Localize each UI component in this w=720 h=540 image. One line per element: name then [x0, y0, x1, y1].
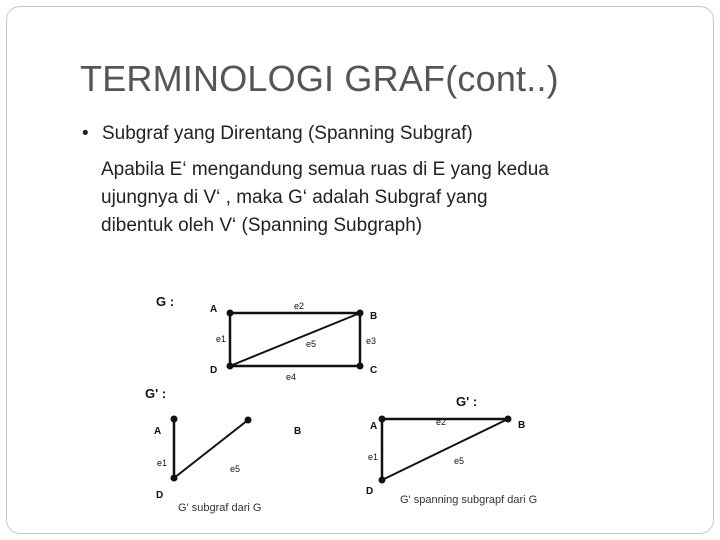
vertex-d: [379, 477, 386, 484]
edge-label: e5: [454, 456, 465, 466]
paragraph-line: ujungnya di V‘ , maka G‘ adalah Subgraf yang: [101, 187, 488, 208]
definition-paragraph: [101, 156, 549, 240]
spanning-caption: G' spanning subgrapf dari G: [400, 494, 538, 506]
vertex-label: D: [210, 365, 218, 376]
paragraph-line: dibentuk oleh V‘ (Spanning Subgraph): [101, 215, 423, 236]
vertex-a: [227, 310, 234, 317]
vertex-a: [379, 416, 386, 423]
graph-subgraph-label: G' :: [145, 386, 167, 401]
graph-diagram: [130, 282, 610, 522]
edge-label: e1: [368, 452, 379, 462]
vertex-b: [357, 310, 364, 317]
vertex-a: [171, 416, 178, 423]
edge-label: e5: [306, 339, 317, 349]
vertex-label: B: [370, 311, 378, 322]
vertex-label: D: [156, 490, 164, 501]
vertex-label: B: [294, 426, 302, 437]
vertex-label: D: [366, 486, 374, 497]
edge-label: e4: [286, 372, 297, 382]
vertex-label: A: [154, 426, 162, 437]
vertex-b: [505, 416, 512, 423]
graph-g-label: G :: [156, 294, 175, 309]
vertex-label: A: [210, 304, 218, 315]
vertex-b: [245, 417, 252, 424]
vertex-d: [227, 363, 234, 370]
bullet-item: [82, 123, 473, 145]
vertex-label: B: [518, 420, 526, 431]
graph-g: [156, 294, 377, 382]
graph-spanning: [366, 394, 537, 506]
graph-spanning-label: G' :: [456, 394, 478, 409]
edge-label: e2: [294, 301, 305, 311]
bullet-text: Subgraf yang Direntang (Spanning Subgraf): [102, 123, 473, 144]
bullet-icon: •: [82, 123, 89, 144]
vertex-d: [171, 475, 178, 482]
edge-e5: [230, 313, 360, 366]
graph-subgraph: [145, 386, 301, 514]
vertex-label: A: [370, 421, 378, 432]
edge-label: e5: [230, 464, 241, 474]
subgraph-caption: G' subgraf dari G: [178, 502, 262, 514]
slide-title: TERMINOLOGI GRAF(cont..): [80, 58, 559, 99]
edge-label: e2: [436, 417, 447, 427]
vertex-c: [357, 363, 364, 370]
edge-label: e1: [157, 458, 168, 468]
edge-label: e1: [216, 334, 227, 344]
edge-label: e3: [366, 336, 377, 346]
graph-figure: [130, 282, 610, 522]
edge-e5: [382, 419, 508, 480]
vertex-label: C: [370, 365, 378, 376]
paragraph-line: Apabila E‘ mengandung semua ruas di E yang kedua: [101, 159, 549, 180]
